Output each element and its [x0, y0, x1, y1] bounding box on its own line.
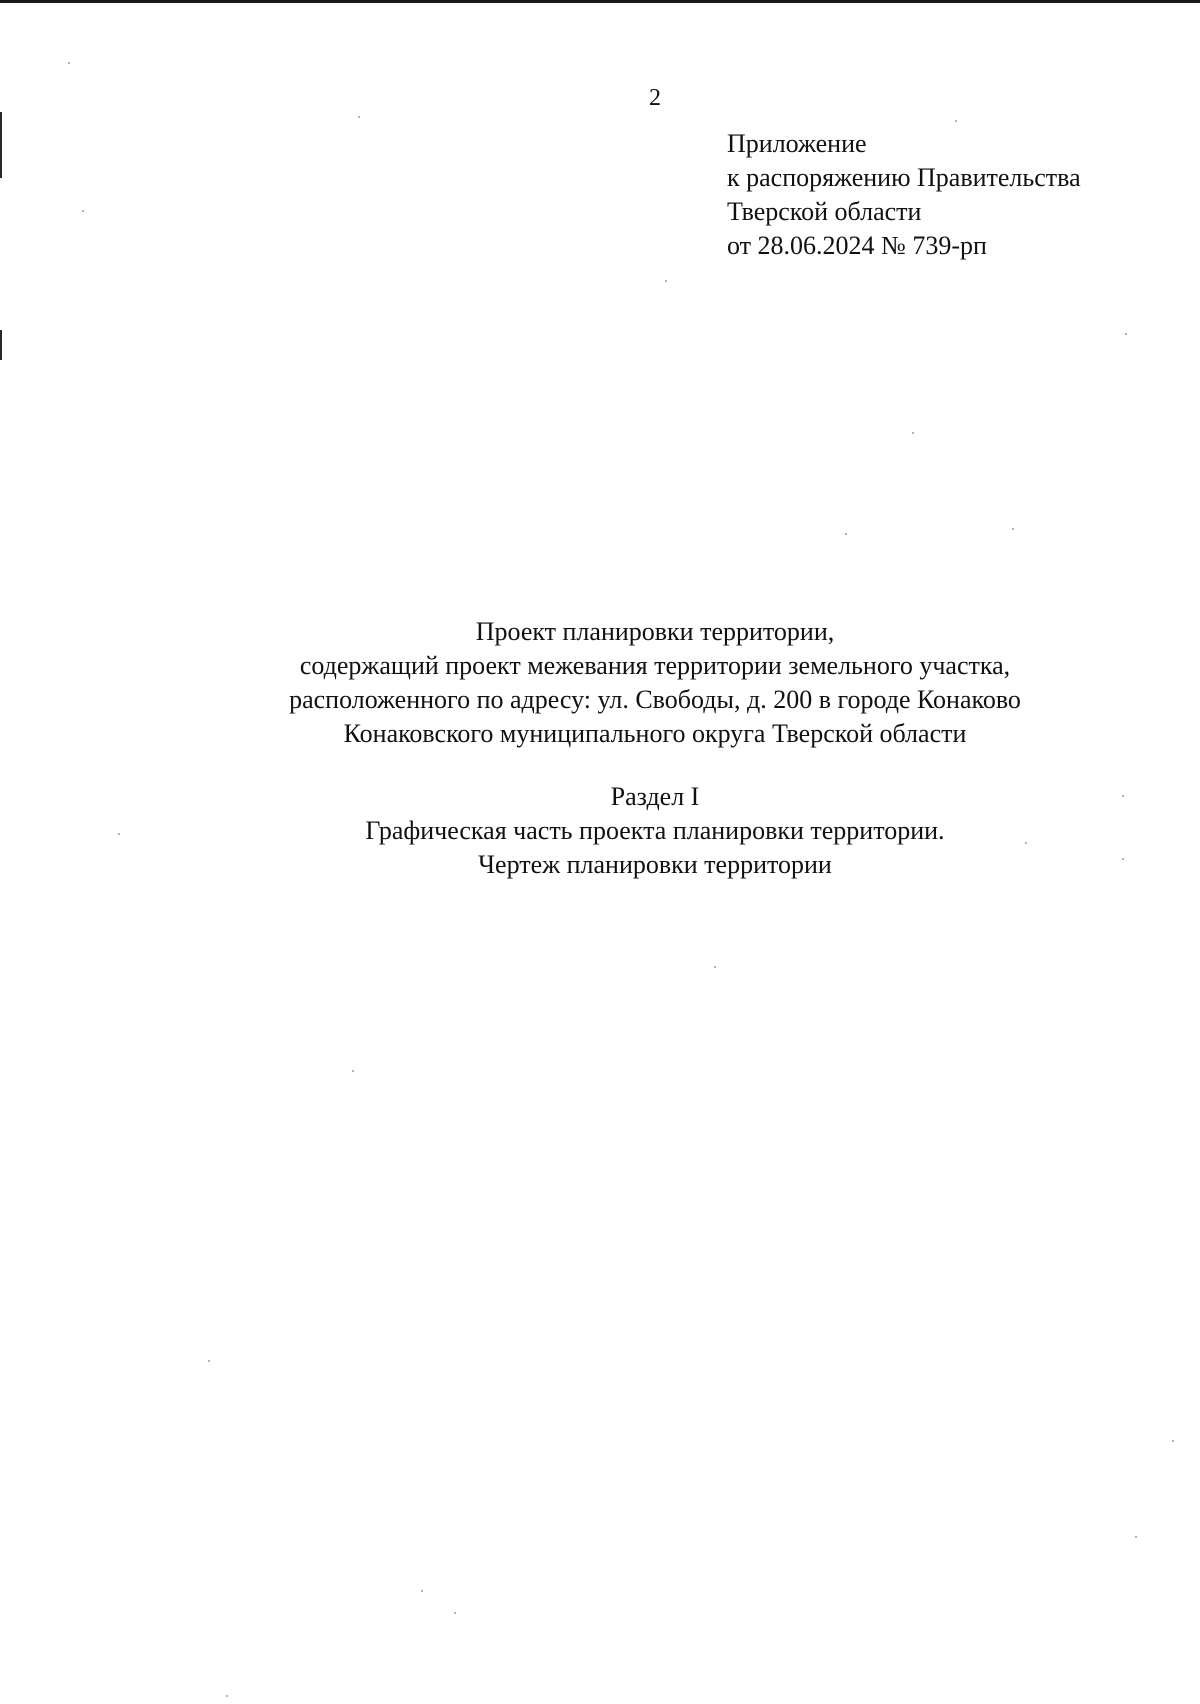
- appendix-reference: к распоряжению Правительства: [727, 163, 1081, 192]
- page-number: 2: [649, 85, 661, 111]
- scan-speck: [226, 1695, 228, 1697]
- section-subtitle: Графическая часть проекта планировки территории.: [365, 816, 945, 845]
- section-heading: Раздел I: [610, 782, 700, 811]
- scan-speck: [68, 62, 70, 64]
- appendix-label: Приложение: [727, 129, 867, 158]
- scan-speck: [1012, 528, 1014, 530]
- scan-speck: [1125, 333, 1127, 335]
- scan-speck: [845, 533, 847, 535]
- scan-speck: [1135, 1536, 1137, 1538]
- appendix-region: Тверской области: [727, 197, 922, 226]
- scan-edge-mark: [0, 112, 2, 178]
- scan-speck: [421, 1590, 423, 1592]
- scan-speck: [358, 116, 360, 118]
- scan-edge-mark: [0, 330, 2, 360]
- title-line: содержащий проект межевания территории земельного участка,: [299, 651, 1011, 680]
- scan-speck: [912, 432, 914, 434]
- title-line: Проект планировки территории,: [475, 617, 835, 646]
- appendix-date-number: от 28.06.2024 № 739-рп: [727, 231, 987, 260]
- scan-speck: [454, 1612, 456, 1614]
- section-block: [0, 780, 1200, 882]
- scan-speck: [82, 210, 84, 212]
- title-line: Конаковского муниципального округа Тверской области: [343, 719, 967, 748]
- scan-speck: [352, 1070, 354, 1072]
- scan-speck: [665, 280, 667, 282]
- appendix-block: [727, 127, 1081, 263]
- title-line: расположенного по адресу: ул. Свободы, д. 200 в городе Конаково: [289, 685, 1021, 714]
- scan-speck: [208, 1360, 210, 1362]
- scan-speck: [955, 120, 957, 122]
- scan-speck: [1172, 1440, 1174, 1442]
- section-subtitle: Чертеж планировки территории: [478, 850, 832, 879]
- scan-speck: [714, 966, 716, 968]
- document-title: [0, 615, 1200, 751]
- scan-top-edge: [0, 0, 1200, 3]
